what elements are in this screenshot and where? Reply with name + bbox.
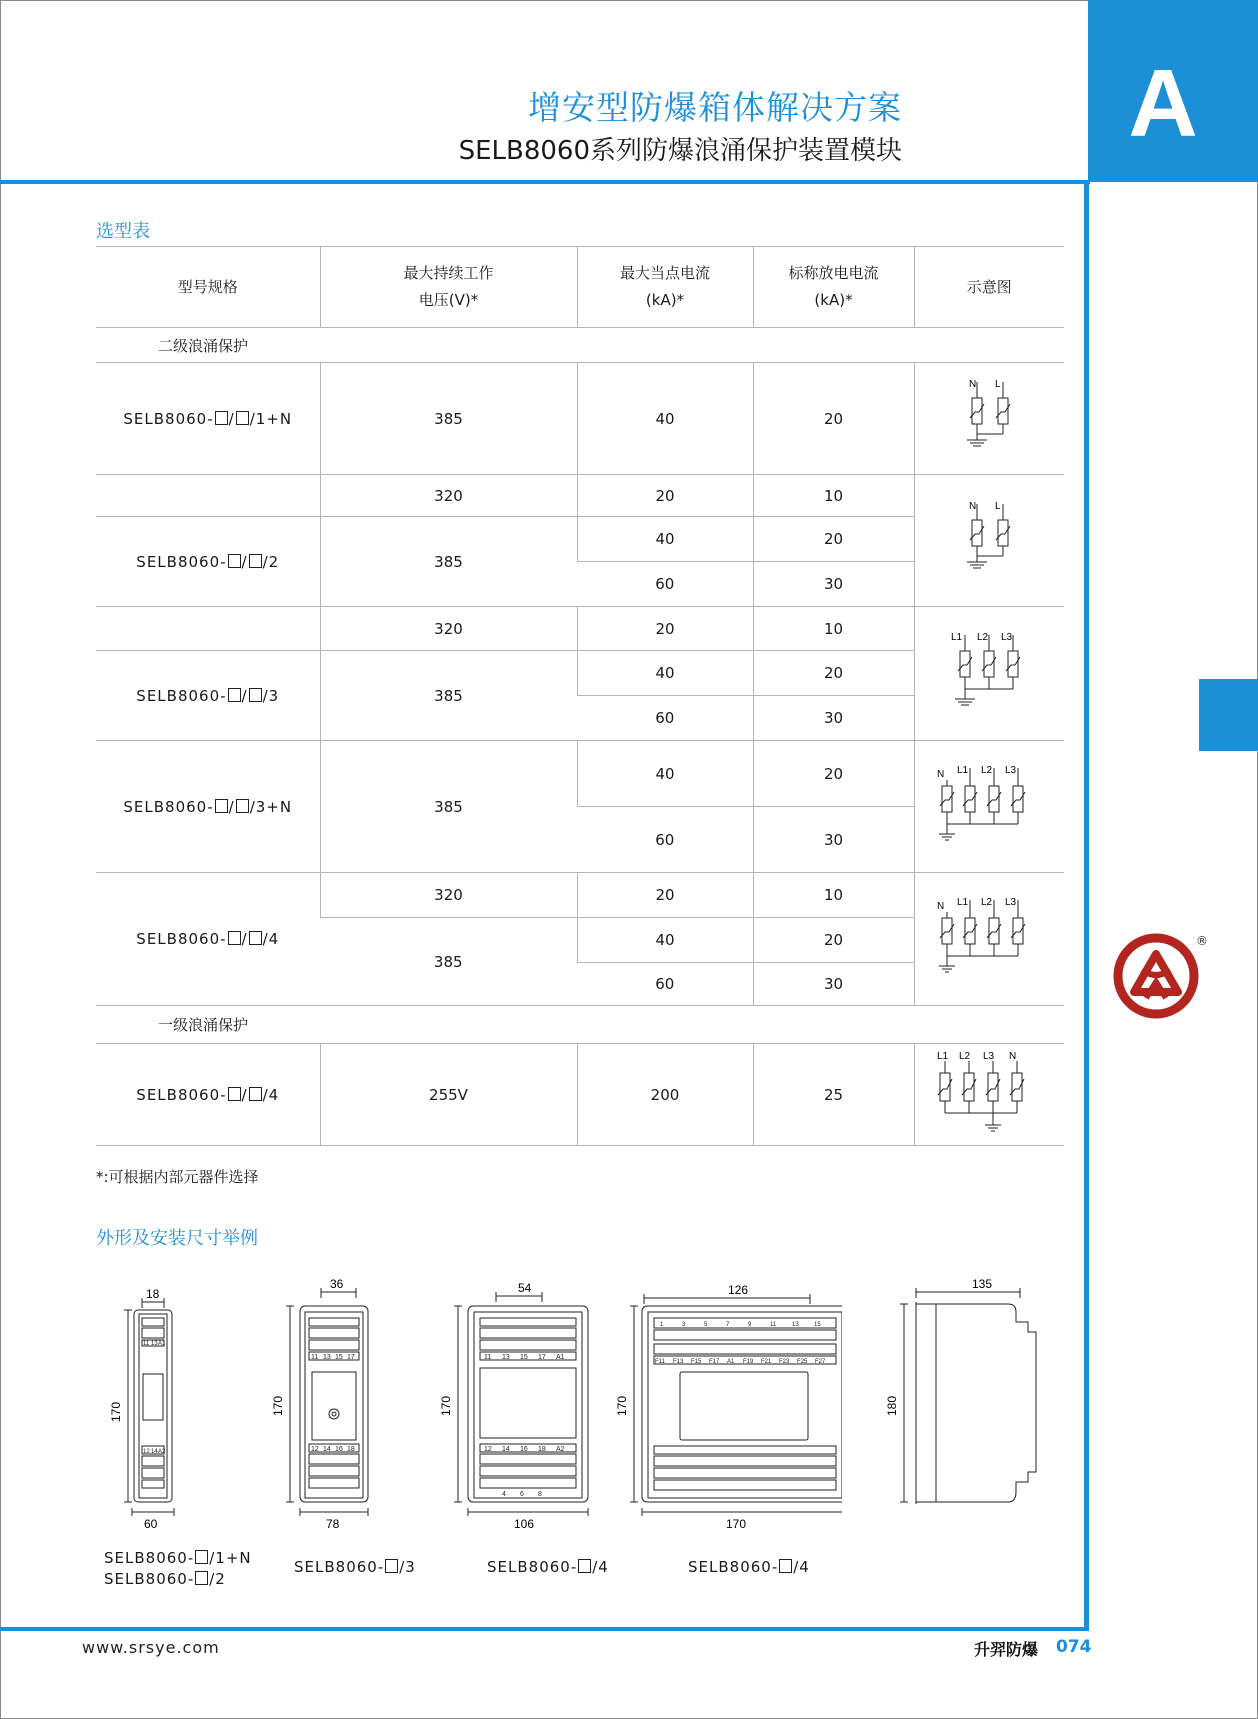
voltage-cell: 385 — [320, 363, 577, 475]
table-row — [96, 607, 1064, 651]
svg-text:L3: L3 — [983, 1050, 995, 1062]
footer-rule — [0, 1627, 1089, 1631]
schematic-cell — [914, 607, 1064, 741]
model-cell: SELB8060- / /4 — [96, 1044, 320, 1146]
svg-text:12: 12 — [311, 1446, 319, 1453]
svg-text:12: 12 — [484, 1446, 492, 1453]
svg-text:14: 14 — [502, 1446, 510, 1453]
svg-text:14: 14 — [151, 1449, 158, 1455]
svg-text:11: 11 — [484, 1354, 492, 1361]
col-voltage: 最大持续工作 电压(V)* — [320, 247, 577, 328]
col-model: 型号规格 — [96, 247, 320, 328]
svg-text:7: 7 — [726, 1322, 730, 1328]
svg-text:17: 17 — [538, 1354, 546, 1361]
svg-text:F19: F19 — [743, 1359, 754, 1365]
schematic-cell — [914, 741, 1064, 873]
group-label: 一级浪涌保护 — [96, 1006, 1064, 1044]
in-cell: 20 — [753, 741, 914, 807]
table-row — [96, 873, 1064, 918]
svg-text:16: 16 — [335, 1446, 343, 1453]
svg-text:N: N — [969, 378, 977, 390]
svg-text:16: 16 — [520, 1446, 528, 1453]
header — [0, 0, 1088, 180]
svg-text:78: 78 — [326, 1517, 340, 1531]
in-cell: 10 — [753, 475, 914, 517]
svg-text:15: 15 — [335, 1354, 343, 1361]
schematic-cell — [914, 475, 1064, 607]
svg-text:L: L — [995, 378, 1001, 390]
svg-text:L2: L2 — [959, 1050, 971, 1062]
drawing-1-label: SELB8060- /1+N SELB8060- /2 — [104, 1549, 252, 1588]
svg-text:F23: F23 — [779, 1359, 790, 1365]
imax-cell: 200 — [577, 1044, 753, 1146]
svg-text:13: 13 — [502, 1354, 510, 1361]
svg-text:F27: F27 — [815, 1359, 826, 1365]
svg-text:L1: L1 — [957, 897, 969, 908]
svg-text:11: 11 — [770, 1322, 777, 1328]
company-logo-icon — [1112, 932, 1200, 1020]
svg-text:F25: F25 — [797, 1359, 808, 1365]
page-title: 增安型防爆箱体解决方案 — [528, 88, 902, 127]
schematic-cell — [914, 363, 1064, 475]
svg-text:A2: A2 — [556, 1446, 565, 1453]
page-subtitle: SELB8060系列防爆浪涌保护装置模块 — [458, 136, 902, 166]
table-row — [96, 475, 1064, 517]
voltage-cell: 385 — [320, 918, 577, 1006]
svg-text:L3: L3 — [1005, 764, 1017, 776]
svg-text:135: 135 — [972, 1277, 993, 1291]
svg-text:13: 13 — [792, 1322, 799, 1328]
imax-cell: 60 — [577, 963, 753, 1006]
svg-text:17: 17 — [347, 1354, 355, 1361]
svg-text:18: 18 — [146, 1287, 160, 1301]
drawing-2-label: SELB8060- /3 — [294, 1558, 416, 1576]
svg-text:F21: F21 — [761, 1359, 772, 1365]
svg-text:4: 4 — [502, 1491, 506, 1498]
svg-text:F17: F17 — [709, 1359, 720, 1365]
model-cell: SELB8060- / /3 — [96, 651, 320, 741]
svg-text:3: 3 — [682, 1322, 686, 1328]
svg-text:6: 6 — [520, 1491, 524, 1498]
imax-cell: 20 — [577, 873, 753, 918]
drawing-4-label: SELB8060- /4 — [688, 1558, 810, 1576]
svg-text:L3: L3 — [1001, 631, 1013, 643]
svg-text:15: 15 — [520, 1354, 528, 1361]
svg-text:L3: L3 — [1005, 897, 1017, 908]
svg-text:N: N — [969, 500, 977, 512]
dimension-drawing-3 — [426, 1276, 596, 1536]
svg-text:60: 60 — [144, 1517, 158, 1531]
col-imax: 最大当点电流 (kA)* — [577, 247, 753, 328]
svg-text:5: 5 — [704, 1322, 708, 1328]
voltage-cell: 320 — [320, 873, 577, 918]
svg-text:13: 13 — [323, 1354, 331, 1361]
svg-text:170: 170 — [271, 1395, 285, 1416]
imax-cell: 60 — [577, 562, 753, 607]
svg-text:106: 106 — [514, 1517, 535, 1531]
in-cell: 30 — [753, 963, 914, 1006]
table-header-row — [96, 247, 1064, 328]
imax-cell: 40 — [577, 517, 753, 562]
in-cell: 20 — [753, 363, 914, 475]
schematic-cell — [914, 873, 1064, 1006]
model-cell: SELB8060- / /3+N — [96, 741, 320, 873]
svg-text:L: L — [995, 500, 1001, 512]
imax-cell: 20 — [577, 607, 753, 651]
svg-text:36: 36 — [330, 1277, 344, 1291]
svg-text:9: 9 — [748, 1322, 752, 1328]
header-rule — [0, 180, 1090, 184]
svg-text:A2: A2 — [158, 1449, 166, 1455]
svg-text:170: 170 — [439, 1395, 453, 1416]
side-marker — [1199, 679, 1258, 751]
svg-text:170: 170 — [726, 1517, 747, 1531]
section-letter: A — [1128, 50, 1198, 157]
right-rule — [1084, 180, 1089, 1631]
svg-text:F13: F13 — [673, 1359, 684, 1365]
group-label: 二级浪涌保护 — [96, 328, 1064, 363]
drawing-3-label: SELB8060- /4 — [487, 1558, 609, 1576]
svg-text:13: 13 — [151, 1341, 158, 1347]
selection-table — [96, 246, 1064, 1146]
svg-text:L2: L2 — [977, 631, 989, 643]
dimension-drawing-5 — [880, 1276, 1060, 1536]
table-row — [96, 363, 1064, 475]
imax-cell: 40 — [577, 651, 753, 696]
svg-text:A1: A1 — [556, 1354, 565, 1361]
spd-schematic-icon — [959, 500, 1019, 582]
table-row — [96, 1044, 1064, 1146]
selection-table-title: 选型表 — [96, 221, 150, 242]
svg-text:N: N — [1009, 1050, 1017, 1062]
imax-cell: 20 — [577, 475, 753, 517]
section-tab — [1088, 0, 1258, 182]
dimensions-title: 外形及安装尺寸举例 — [96, 1228, 258, 1249]
in-cell: 20 — [753, 918, 914, 963]
schematic-cell — [914, 1044, 1064, 1146]
svg-text:11: 11 — [311, 1354, 319, 1361]
svg-text:126: 126 — [728, 1283, 749, 1297]
svg-text:170: 170 — [615, 1395, 629, 1416]
spd-schematic-icon — [959, 378, 1019, 460]
svg-text:L1: L1 — [937, 1050, 949, 1062]
spd-schematic-icon — [949, 631, 1029, 717]
svg-text:12: 12 — [143, 1449, 150, 1455]
svg-text:A1: A1 — [158, 1341, 166, 1347]
in-cell: 20 — [753, 517, 914, 562]
svg-text:170: 170 — [109, 1401, 123, 1422]
col-schematic: 示意图 — [914, 247, 1064, 328]
dimension-drawing-2 — [264, 1276, 394, 1536]
in-cell: 30 — [753, 807, 914, 873]
in-cell: 10 — [753, 873, 914, 918]
voltage-cell: 320 — [320, 607, 577, 651]
imax-cell: 60 — [577, 807, 753, 873]
voltage-cell: 385 — [320, 651, 577, 741]
svg-text:F15: F15 — [691, 1359, 702, 1365]
voltage-cell: 320 — [320, 475, 577, 517]
in-cell: 20 — [753, 651, 914, 696]
page-number: 074 — [1056, 1637, 1092, 1657]
footnote: *:可根据内部元器件选择 — [96, 1168, 259, 1186]
voltage-cell: 385 — [320, 517, 577, 607]
in-cell: 10 — [753, 607, 914, 651]
svg-text:15: 15 — [814, 1322, 821, 1328]
svg-text:L1: L1 — [951, 631, 963, 643]
svg-text:180: 180 — [885, 1395, 899, 1416]
spd-schematic-icon — [937, 1049, 1041, 1141]
imax-cell: 40 — [577, 741, 753, 807]
dimension-drawing-1 — [106, 1276, 206, 1536]
imax-cell: 40 — [577, 363, 753, 475]
svg-text:18: 18 — [538, 1446, 546, 1453]
imax-cell: 40 — [577, 918, 753, 963]
footer-website: www.srsye.com — [82, 1638, 220, 1657]
in-cell: 25 — [753, 1044, 914, 1146]
svg-text:N: N — [937, 768, 945, 780]
footer-brand: 升羿防爆 — [974, 1640, 1039, 1659]
registered-mark: ® — [1196, 934, 1208, 948]
spd-schematic-icon — [937, 764, 1041, 850]
svg-text:L2: L2 — [981, 764, 993, 776]
spd-schematic-icon — [937, 896, 1041, 982]
svg-text:11: 11 — [143, 1341, 150, 1347]
svg-text:L1: L1 — [957, 764, 969, 776]
svg-text:18: 18 — [347, 1446, 355, 1453]
in-cell: 30 — [753, 696, 914, 741]
in-cell: 30 — [753, 562, 914, 607]
svg-text:L2: L2 — [981, 897, 993, 908]
voltage-cell: 255V — [320, 1044, 577, 1146]
svg-text:14: 14 — [323, 1446, 331, 1453]
svg-text:A1: A1 — [727, 1359, 735, 1365]
svg-text:F11: F11 — [655, 1359, 665, 1365]
imax-cell: 60 — [577, 696, 753, 741]
model-cell: SELB8060- / /1+N — [96, 363, 320, 475]
col-in: 标称放电电流 (kA)* — [753, 247, 914, 328]
model-cell: SELB8060- / /4 — [96, 873, 320, 1006]
svg-text:1: 1 — [660, 1322, 664, 1328]
svg-text:N: N — [937, 901, 945, 912]
model-cell: SELB8060- / /2 — [96, 517, 320, 607]
table-row — [96, 741, 1064, 807]
dimension-drawing-4 — [612, 1276, 842, 1536]
svg-text:54: 54 — [518, 1281, 532, 1295]
voltage-cell: 385 — [320, 741, 577, 873]
svg-text:8: 8 — [538, 1491, 542, 1498]
